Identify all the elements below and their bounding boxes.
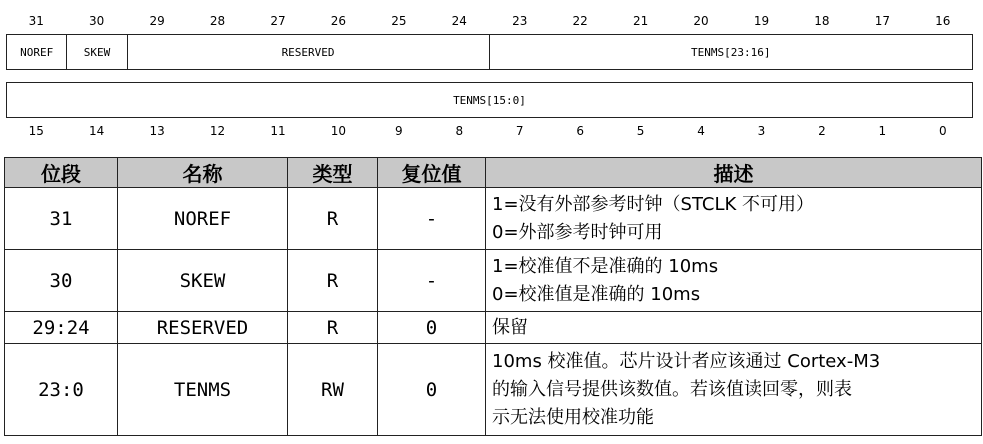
top-bit-number: 17 xyxy=(874,14,890,28)
top-bit-number: 29 xyxy=(149,14,165,28)
table-header-row xyxy=(5,158,982,188)
register-field-skew: SKEW xyxy=(67,35,127,69)
top-bit-number: 22 xyxy=(572,14,588,28)
bottom-bit-number: 1 xyxy=(878,124,887,138)
header-type: 类型 xyxy=(288,158,378,188)
cell-name: TENMS xyxy=(118,344,288,436)
bottom-bit-number: 3 xyxy=(757,124,766,138)
top-bit-number: 25 xyxy=(391,14,407,28)
register-field-noref: NOREF xyxy=(7,35,67,69)
cell-type: R xyxy=(288,250,378,312)
header-name: 名称 xyxy=(118,158,288,188)
cell-type: R xyxy=(288,312,378,344)
top-bit-number: 19 xyxy=(753,14,770,28)
description-line: 示无法使用校准功能 xyxy=(492,406,654,428)
bottom-bit-number: 2 xyxy=(818,124,826,138)
top-bit-number: 24 xyxy=(451,14,467,28)
bottom-bit-number: 6 xyxy=(576,124,584,138)
register-field-reserved: RESERVED xyxy=(128,35,490,69)
table-body xyxy=(5,188,982,436)
cell-description xyxy=(486,250,982,312)
description-line: 0=外部参考时钟可用 xyxy=(492,221,663,243)
description-line: 0=校准值是准确的 10ms xyxy=(492,283,701,305)
cell-bits: 31 xyxy=(5,188,118,250)
bottom-bit-number: 15 xyxy=(28,124,44,138)
table-row xyxy=(5,344,982,436)
bottom-bit-number: 0 xyxy=(938,124,947,138)
description-line: 10ms 校准值。芯片设计者应该通过 Cortex-M3 xyxy=(492,350,881,372)
header-reset: 复位值 xyxy=(378,158,486,188)
cell-reset: - xyxy=(378,250,486,312)
bottom-bit-number: 4 xyxy=(697,124,705,138)
bottom-bit-number: 11 xyxy=(270,124,286,138)
top-bit-number: 23 xyxy=(512,14,528,28)
register-lower-row xyxy=(6,82,973,118)
cell-reset: 0 xyxy=(378,312,486,344)
description-line: 保留 xyxy=(492,316,528,338)
cell-type: RW xyxy=(288,344,378,436)
register-upper-row xyxy=(6,34,973,70)
bottom-bit-number: 13 xyxy=(149,124,165,138)
description-line: 的输入信号提供该数值。若该值读回零，则表 xyxy=(492,378,852,400)
cell-bits: 29:24 xyxy=(5,312,118,344)
cell-type: R xyxy=(288,188,378,250)
cell-description xyxy=(486,188,982,250)
top-bit-number: 27 xyxy=(270,14,286,28)
cell-reset: 0 xyxy=(378,344,486,436)
cell-name: NOREF xyxy=(118,188,288,250)
bottom-bit-number: 12 xyxy=(209,124,226,138)
table-row xyxy=(5,188,982,250)
top-bit-number: 28 xyxy=(209,14,226,28)
cell-name: RESERVED xyxy=(118,312,288,344)
bottom-bit-number: 14 xyxy=(89,124,105,138)
top-bit-number: 30 xyxy=(89,14,105,28)
cell-description xyxy=(486,344,982,436)
table-row xyxy=(5,250,982,312)
header-bits: 位段 xyxy=(5,158,118,188)
header-description: 描述 xyxy=(486,158,982,188)
bottom-bit-number: 7 xyxy=(515,124,524,138)
register-description-table xyxy=(4,157,982,436)
bottom-bit-number: 5 xyxy=(636,124,645,138)
cell-name: SKEW xyxy=(118,250,288,312)
top-bit-number: 18 xyxy=(814,14,830,28)
top-bit-number: 20 xyxy=(693,14,709,28)
table-row xyxy=(5,312,982,344)
top-bit-number: 21 xyxy=(632,14,649,28)
cell-bits: 30 xyxy=(5,250,118,312)
cell-reset: - xyxy=(378,188,486,250)
top-bit-number: 26 xyxy=(330,14,347,28)
bottom-bit-number: 10 xyxy=(330,124,347,138)
bottom-bit-number: 9 xyxy=(395,124,403,138)
cell-bits: 23:0 xyxy=(5,344,118,436)
top-bit-number: 31 xyxy=(28,14,44,28)
description-line: 1=校准值不是准确的 10ms xyxy=(492,255,719,277)
register-field-tenms-23-16: TENMS[23:16] xyxy=(691,45,771,59)
cell-description xyxy=(486,312,982,344)
description-line: 1=没有外部参考时钟（STCLK 不可用） xyxy=(492,193,815,215)
register-field-tenms-15-0: TENMS[15:0] xyxy=(453,93,526,107)
top-bit-number: 16 xyxy=(935,14,951,28)
bottom-bit-number: 8 xyxy=(455,124,464,138)
